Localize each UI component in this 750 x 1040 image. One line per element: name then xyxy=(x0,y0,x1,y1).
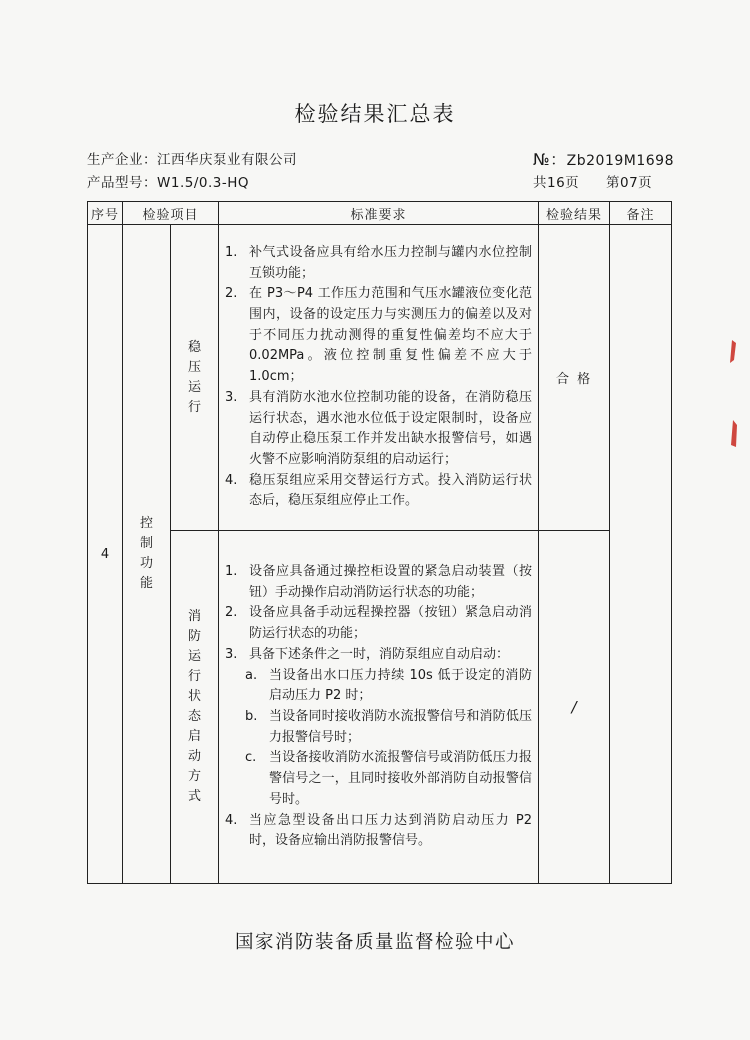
requirements-cell xyxy=(219,225,539,531)
footer-issuer: 国家消防装备质量监督检验中心 xyxy=(234,932,515,953)
subitem-char: 压 xyxy=(188,359,202,375)
seq-cell: 4 xyxy=(88,225,123,884)
requirement-item: 2. 在 P3～P4 工作压力范围和气压水罐液位变化范围内，设备的设定压力与实测压力的偏差以及对于不同压力扰动测得的重复性偏差均不应大于 0.02MPa。液位控制重复性偏差不应大于 1.0cm； xyxy=(225,286,533,385)
document-title: 检验结果汇总表 xyxy=(294,102,456,126)
subitem-char: 行 xyxy=(188,669,202,684)
seal-edge-mark xyxy=(726,335,740,455)
requirement-item: 2. 设备应具备手动远程操控器（按钮）紧急启动消防运行状态的功能； xyxy=(225,605,533,642)
subitem-char: 防 xyxy=(188,629,202,644)
category-char: 制 xyxy=(139,536,153,551)
model-label: 产品型号： xyxy=(87,175,157,191)
report-no-value: Zb2019M1698 xyxy=(566,153,674,169)
subitem-cell xyxy=(171,225,219,531)
result-cell: / xyxy=(539,531,610,884)
subitem-char: 启 xyxy=(188,729,202,744)
requirement-subitem: a. 当设备出水口压力持续 10s 低于设定的消防启动压力 P2 时； xyxy=(245,667,533,704)
manufacturer-line xyxy=(87,148,297,168)
category-char: 能 xyxy=(139,576,153,591)
category-cell xyxy=(123,225,171,884)
report-no-label: №： xyxy=(533,150,567,169)
header-item: 检验项目 xyxy=(123,202,219,225)
results-table xyxy=(87,201,672,884)
header-seq: 序号 xyxy=(88,202,123,225)
table-row xyxy=(88,531,672,884)
header-result: 检验结果 xyxy=(539,202,610,225)
manufacturer-value: 江西华庆泵业有限公司 xyxy=(157,152,297,168)
subitem-char: 稳 xyxy=(188,339,202,355)
model-line xyxy=(87,171,249,191)
manufacturer-label: 生产企业： xyxy=(87,152,157,168)
subitem-char: 运 xyxy=(188,379,202,395)
header-standard: 标准要求 xyxy=(219,202,539,225)
requirement-item: 1. 补气式设备应具有给水压力控制与罐内水位控制互锁功能； xyxy=(225,244,533,281)
report-number-line xyxy=(533,147,674,170)
subitem-char: 运 xyxy=(188,649,202,664)
subitem-char: 态 xyxy=(188,709,202,724)
total-pages: 共16页 xyxy=(533,175,580,191)
requirements-cell xyxy=(219,531,539,884)
header-remark: 备注 xyxy=(610,202,672,225)
requirement-subitem: b. 当设备同时接收消防水流报警信号和消防低压力报警信号时； xyxy=(245,709,533,745)
table-header-row xyxy=(88,202,672,225)
requirement-item: 4. 稳压泵组应采用交替运行方式。投入消防运行状态后，稳压泵组应停止工作。 xyxy=(225,472,533,509)
requirement-item: 3. 具备下述条件之一时，消防泵组应自动启动： xyxy=(225,646,510,662)
remark-cell xyxy=(610,225,672,884)
requirement-subitem: c. 当设备接收消防水流报警信号或消防低压力报警信号之一，且同时接收外部消防自动报警信号时。 xyxy=(245,750,533,807)
requirement-item: 4. 当应急型设备出口压力达到消防启动压力 P2 时，设备应输出消防报警信号。 xyxy=(225,812,533,849)
subitem-char: 行 xyxy=(188,399,202,415)
model-value: W1.5/0.3-HQ xyxy=(157,175,249,191)
requirement-item: 1. 设备应具备通过操控柜设置的紧急启动装置（按钮）手动操作启动消防运行状态的功能； xyxy=(225,564,533,600)
category-char: 控 xyxy=(139,516,153,531)
subitem-char: 状 xyxy=(188,689,202,704)
subitem-char: 式 xyxy=(188,789,202,804)
requirement-item: 3. 具有消防水池水位控制功能的设备，在消防稳压运行状态，遇水池水位低于设定限制时，设备应自动停止稳压泵工作并发出缺水报警信号，如遇火警不应影响消防泵组的启动运行； xyxy=(225,389,533,467)
result-cell: 合 格 xyxy=(539,225,610,531)
category-char: 功 xyxy=(139,556,153,571)
subitem-char: 动 xyxy=(188,749,202,764)
subitem-char: 消 xyxy=(188,609,202,624)
subitem-char: 方 xyxy=(188,769,202,784)
page-count-line xyxy=(533,171,652,191)
subitem-cell xyxy=(171,531,219,884)
table-row xyxy=(88,225,672,531)
page-number: 第07页 xyxy=(605,175,653,191)
